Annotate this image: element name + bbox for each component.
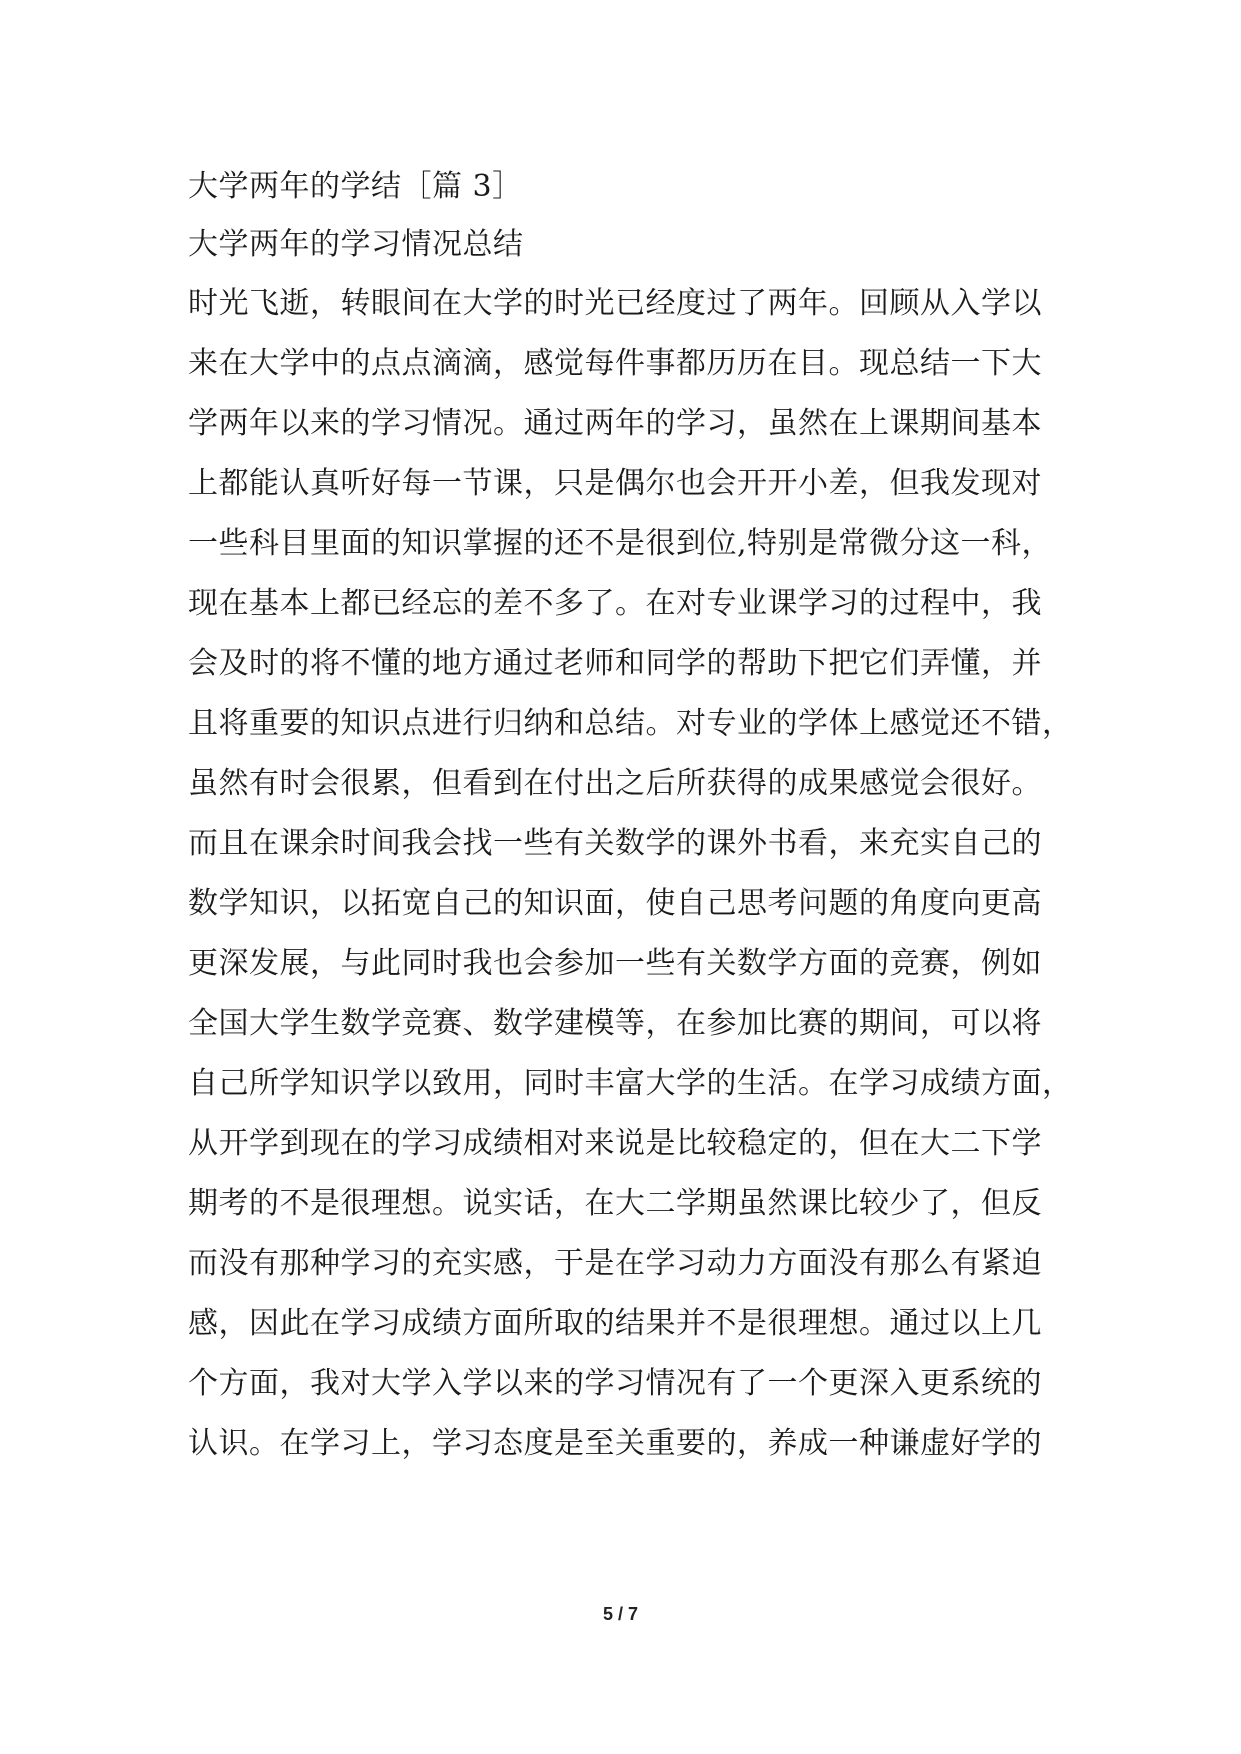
body-line: 而且在课余时间我会找一些有关数学的课外书看，来充实自己的 bbox=[188, 826, 1042, 861]
body-line: 来在大学中的点点滴滴，感觉每件事都历历在目。现总结一下大 bbox=[188, 346, 1042, 381]
body-line: 且将重要的知识点进行归纳和总结。对专业的学体上感觉还不错， bbox=[188, 706, 1073, 741]
body-line: 从开学到现在的学习成绩相对来说是比较稳定的，但在大二下学 bbox=[188, 1126, 1042, 1161]
document-title: 大学两年的学结［篇 3］ bbox=[188, 169, 523, 204]
body-line: 时光飞逝，转眼间在大学的时光已经度过了两年。回顾从入学以 bbox=[188, 286, 1042, 321]
body-line: 感，因此在学习成绩方面所取的结果并不是很理想。通过以上几 bbox=[188, 1306, 1042, 1341]
body-line: 会及时的将不懂的地方通过老师和同学的帮助下把它们弄懂，并 bbox=[188, 646, 1042, 681]
body-line: 虽然有时会很累，但看到在付出之后所获得的成果感觉会很好。 bbox=[188, 766, 1042, 801]
body-line: 现在基本上都已经忘的差不多了。在对专业课学习的过程中，我 bbox=[188, 586, 1042, 621]
body-line: 而没有那种学习的充实感，于是在学习动力方面没有那么有紧迫 bbox=[188, 1246, 1042, 1281]
body-line: 个方面，我对大学入学以来的学习情况有了一个更深入更系统的 bbox=[188, 1366, 1042, 1401]
body-line: 上都能认真听好每一节课，只是偶尔也会开开小差，但我发现对 bbox=[188, 466, 1042, 501]
body-line: 期考的不是很理想。说实话，在大二学期虽然课比较少了，但反 bbox=[188, 1186, 1042, 1221]
body-line: 数学知识，以拓宽自己的知识面，使自己思考问题的角度向更高 bbox=[188, 886, 1042, 921]
body-line: 自己所学知识学以致用，同时丰富大学的生活。在学习成绩方面， bbox=[188, 1066, 1073, 1101]
body-line: 学两年以来的学习情况。通过两年的学习，虽然在上课期间基本 bbox=[188, 406, 1042, 441]
body-line: 认识。在学习上，学习态度是至关重要的，养成一种谦虚好学的 bbox=[188, 1426, 1042, 1461]
body-line: 更深发展，与此同时我也会参加一些有关数学方面的竞赛，例如 bbox=[188, 946, 1042, 981]
body-line: 全国大学生数学竞赛、数学建模等，在参加比赛的期间，可以将 bbox=[188, 1006, 1042, 1041]
document-subtitle: 大学两年的学习情况总结 bbox=[188, 227, 524, 262]
body-line: 一些科目里面的知识掌握的还不是很到位,特别是常微分这一科， bbox=[188, 526, 1053, 561]
page-content bbox=[188, 158, 1073, 1474]
page-number: 5 / 7 bbox=[602, 1604, 639, 1624]
